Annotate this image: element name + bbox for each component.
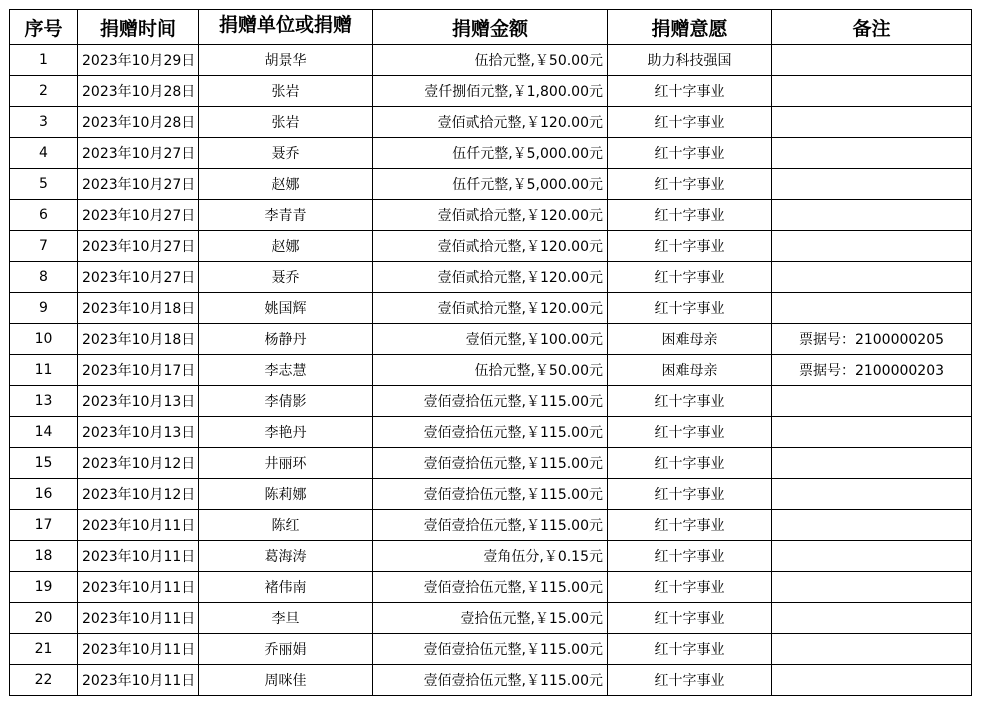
cell-note xyxy=(772,417,972,448)
header-seq: 序号 xyxy=(10,10,78,45)
table-row xyxy=(10,138,972,169)
cell-donor: 张岩 xyxy=(199,76,373,107)
table-row xyxy=(10,386,972,417)
cell-note xyxy=(772,138,972,169)
cell-purpose: 红十字事业 xyxy=(608,386,772,417)
table-row xyxy=(10,541,972,572)
header-purpose: 捐赠意愿 xyxy=(608,10,772,45)
cell-amount: 壹佰贰拾元整,￥120.00元 xyxy=(373,200,608,231)
cell-amount: 伍拾元整,￥50.00元 xyxy=(373,45,608,76)
cell-purpose: 红十字事业 xyxy=(608,200,772,231)
cell-purpose: 红十字事业 xyxy=(608,262,772,293)
cell-seq: 1 xyxy=(10,45,78,76)
cell-donor: 褚伟南 xyxy=(199,572,373,603)
cell-amount: 壹佰壹拾伍元整,￥115.00元 xyxy=(373,386,608,417)
cell-amount: 壹角伍分,￥0.15元 xyxy=(373,541,608,572)
cell-purpose: 红十字事业 xyxy=(608,138,772,169)
cell-amount: 壹仟捌佰元整,￥1,800.00元 xyxy=(373,76,608,107)
cell-seq: 7 xyxy=(10,231,78,262)
cell-note xyxy=(772,231,972,262)
cell-amount: 壹佰壹拾伍元整,￥115.00元 xyxy=(373,665,608,696)
cell-amount: 壹佰壹拾伍元整,￥115.00元 xyxy=(373,417,608,448)
cell-donor: 赵娜 xyxy=(199,231,373,262)
cell-note xyxy=(772,107,972,138)
cell-seq: 15 xyxy=(10,448,78,479)
donation-table xyxy=(9,9,972,696)
cell-date: 2023年10月12日 xyxy=(78,448,199,479)
cell-purpose: 困难母亲 xyxy=(608,324,772,355)
cell-purpose: 红十字事业 xyxy=(608,572,772,603)
cell-donor: 周咪佳 xyxy=(199,665,373,696)
cell-purpose: 红十字事业 xyxy=(608,169,772,200)
cell-amount: 壹佰贰拾元整,￥120.00元 xyxy=(373,293,608,324)
header-donor-label: 捐赠单位或捐赠 xyxy=(218,13,352,36)
cell-donor: 聂乔 xyxy=(199,138,373,169)
cell-purpose: 红十字事业 xyxy=(608,665,772,696)
cell-donor: 乔丽娟 xyxy=(199,634,373,665)
cell-seq: 10 xyxy=(10,324,78,355)
cell-seq: 8 xyxy=(10,262,78,293)
cell-donor: 陈红 xyxy=(199,510,373,541)
cell-date: 2023年10月18日 xyxy=(78,293,199,324)
cell-amount: 壹佰贰拾元整,￥120.00元 xyxy=(373,262,608,293)
cell-seq: 5 xyxy=(10,169,78,200)
cell-seq: 22 xyxy=(10,665,78,696)
cell-seq: 13 xyxy=(10,386,78,417)
cell-date: 2023年10月27日 xyxy=(78,231,199,262)
cell-note xyxy=(772,541,972,572)
cell-purpose: 红十字事业 xyxy=(608,510,772,541)
cell-amount: 壹佰壹拾伍元整,￥115.00元 xyxy=(373,479,608,510)
cell-note xyxy=(772,572,972,603)
table-row xyxy=(10,293,972,324)
header-date: 捐赠时间 xyxy=(78,10,199,45)
cell-seq: 19 xyxy=(10,572,78,603)
cell-amount: 壹佰壹拾伍元整,￥115.00元 xyxy=(373,510,608,541)
header-donor xyxy=(199,10,373,45)
table-row xyxy=(10,417,972,448)
cell-donor: 聂乔 xyxy=(199,262,373,293)
cell-donor: 胡景华 xyxy=(199,45,373,76)
cell-note xyxy=(772,169,972,200)
cell-date: 2023年10月28日 xyxy=(78,107,199,138)
cell-seq: 14 xyxy=(10,417,78,448)
cell-date: 2023年10月11日 xyxy=(78,634,199,665)
cell-date: 2023年10月11日 xyxy=(78,541,199,572)
cell-seq: 17 xyxy=(10,510,78,541)
cell-donor: 李青青 xyxy=(199,200,373,231)
cell-note xyxy=(772,448,972,479)
cell-date: 2023年10月11日 xyxy=(78,665,199,696)
cell-purpose: 红十字事业 xyxy=(608,603,772,634)
cell-donor: 张岩 xyxy=(199,107,373,138)
table-row xyxy=(10,231,972,262)
cell-donor: 杨静丹 xyxy=(199,324,373,355)
cell-note xyxy=(772,479,972,510)
table-header xyxy=(10,10,972,45)
table-row xyxy=(10,324,972,355)
cell-note: 票据号：2100000203 xyxy=(772,355,972,386)
cell-note xyxy=(772,45,972,76)
cell-purpose: 红十字事业 xyxy=(608,107,772,138)
table-row xyxy=(10,510,972,541)
table-row xyxy=(10,107,972,138)
table-row xyxy=(10,603,972,634)
table-row xyxy=(10,634,972,665)
cell-seq: 9 xyxy=(10,293,78,324)
cell-amount: 伍仟元整,￥5,000.00元 xyxy=(373,169,608,200)
table-row xyxy=(10,262,972,293)
cell-donor: 李艳丹 xyxy=(199,417,373,448)
cell-seq: 4 xyxy=(10,138,78,169)
table-row xyxy=(10,76,972,107)
cell-purpose: 红十字事业 xyxy=(608,634,772,665)
cell-amount: 壹佰壹拾伍元整,￥115.00元 xyxy=(373,634,608,665)
cell-donor: 陈莉娜 xyxy=(199,479,373,510)
cell-note xyxy=(772,200,972,231)
cell-note: 票据号：2100000205 xyxy=(772,324,972,355)
cell-seq: 16 xyxy=(10,479,78,510)
cell-amount: 壹佰贰拾元整,￥120.00元 xyxy=(373,231,608,262)
cell-date: 2023年10月11日 xyxy=(78,510,199,541)
table-row xyxy=(10,448,972,479)
cell-note xyxy=(772,262,972,293)
cell-donor: 葛海涛 xyxy=(199,541,373,572)
cell-date: 2023年10月18日 xyxy=(78,324,199,355)
cell-amount: 壹佰壹拾伍元整,￥115.00元 xyxy=(373,572,608,603)
cell-seq: 6 xyxy=(10,200,78,231)
cell-seq: 2 xyxy=(10,76,78,107)
cell-amount: 壹佰元整,￥100.00元 xyxy=(373,324,608,355)
table-row xyxy=(10,355,972,386)
cell-note xyxy=(772,76,972,107)
cell-date: 2023年10月12日 xyxy=(78,479,199,510)
cell-seq: 18 xyxy=(10,541,78,572)
cell-date: 2023年10月27日 xyxy=(78,138,199,169)
cell-purpose: 红十字事业 xyxy=(608,417,772,448)
cell-amount: 壹佰贰拾元整,￥120.00元 xyxy=(373,107,608,138)
table-body xyxy=(10,45,972,696)
cell-date: 2023年10月29日 xyxy=(78,45,199,76)
header-row xyxy=(10,10,972,45)
cell-seq: 20 xyxy=(10,603,78,634)
cell-seq: 21 xyxy=(10,634,78,665)
cell-seq: 3 xyxy=(10,107,78,138)
cell-date: 2023年10月27日 xyxy=(78,200,199,231)
cell-donor: 李倩影 xyxy=(199,386,373,417)
table-row xyxy=(10,169,972,200)
cell-amount: 伍仟元整,￥5,000.00元 xyxy=(373,138,608,169)
cell-seq: 11 xyxy=(10,355,78,386)
cell-purpose: 红十字事业 xyxy=(608,541,772,572)
cell-purpose: 困难母亲 xyxy=(608,355,772,386)
header-amount: 捐赠金额 xyxy=(373,10,608,45)
cell-purpose: 助力科技强国 xyxy=(608,45,772,76)
cell-amount: 壹拾伍元整,￥15.00元 xyxy=(373,603,608,634)
cell-purpose: 红十字事业 xyxy=(608,76,772,107)
cell-note xyxy=(772,603,972,634)
cell-date: 2023年10月28日 xyxy=(78,76,199,107)
cell-date: 2023年10月27日 xyxy=(78,169,199,200)
cell-date: 2023年10月11日 xyxy=(78,603,199,634)
cell-date: 2023年10月13日 xyxy=(78,417,199,448)
cell-purpose: 红十字事业 xyxy=(608,293,772,324)
table-row xyxy=(10,200,972,231)
cell-date: 2023年10月13日 xyxy=(78,386,199,417)
cell-purpose: 红十字事业 xyxy=(608,479,772,510)
cell-donor: 姚国辉 xyxy=(199,293,373,324)
cell-note xyxy=(772,665,972,696)
cell-donor: 李旦 xyxy=(199,603,373,634)
cell-note xyxy=(772,293,972,324)
cell-amount: 壹佰壹拾伍元整,￥115.00元 xyxy=(373,448,608,479)
table-row xyxy=(10,479,972,510)
cell-note xyxy=(772,510,972,541)
cell-date: 2023年10月27日 xyxy=(78,262,199,293)
cell-donor: 井丽环 xyxy=(199,448,373,479)
table-row xyxy=(10,572,972,603)
cell-date: 2023年10月11日 xyxy=(78,572,199,603)
table-row xyxy=(10,45,972,76)
cell-note xyxy=(772,386,972,417)
cell-purpose: 红十字事业 xyxy=(608,448,772,479)
cell-note xyxy=(772,634,972,665)
cell-purpose: 红十字事业 xyxy=(608,231,772,262)
table-row xyxy=(10,665,972,696)
cell-amount: 伍拾元整,￥50.00元 xyxy=(373,355,608,386)
cell-donor: 赵娜 xyxy=(199,169,373,200)
header-note: 备注 xyxy=(772,10,972,45)
cell-donor: 李志慧 xyxy=(199,355,373,386)
cell-date: 2023年10月17日 xyxy=(78,355,199,386)
